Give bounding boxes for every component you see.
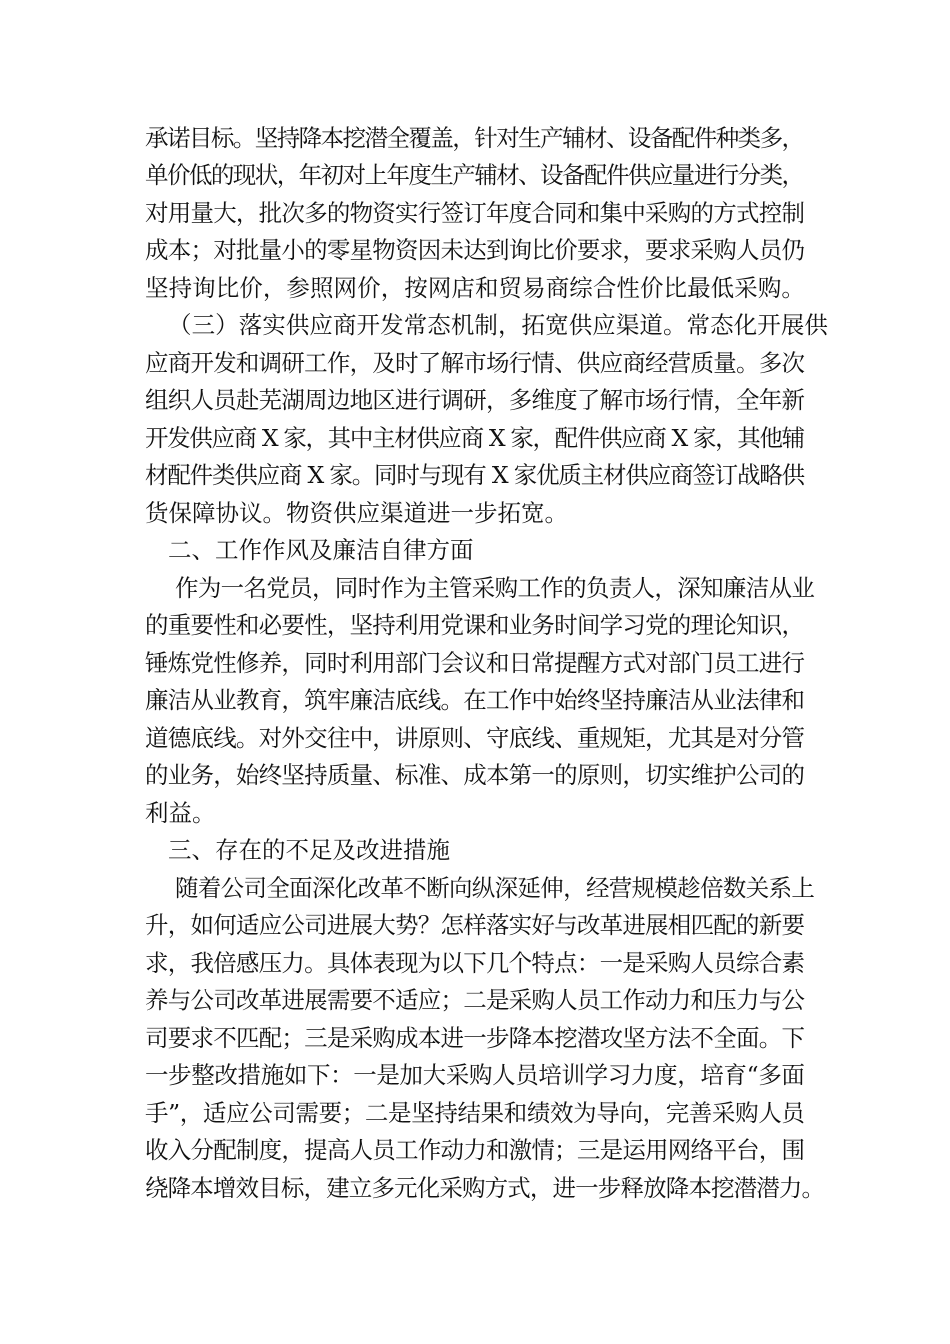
text-line: 道德底线。对外交往中，讲原则、守底线、重规矩，尤其是对分管 bbox=[145, 724, 805, 752]
text-line: 收入分配制度，提高人员工作动力和激情；三是运用网络平台，围 bbox=[145, 1136, 805, 1164]
text-line: 司要求不匹配；三是采购成本进一步降本挖潜攻坚方法不全面。下 bbox=[145, 1024, 805, 1052]
text-line: 手”，适应公司需要；二是坚持结果和绩效为导向，完善采购人员 bbox=[145, 1099, 805, 1127]
text-line: 升，如何适应公司进展大势？怎样落实好与改革进展相匹配的新要 bbox=[145, 911, 805, 939]
text-line: 开发供应商 X 家，其中主材供应商 X 家，配件供应商 X 家，其他辅 bbox=[145, 424, 804, 452]
text-line: 一步整改措施如下：一是加大采购人员培训学习力度，培育“多面 bbox=[145, 1061, 805, 1089]
text-line: 单价低的现状，年初对上年度生产辅材、设备配件供应量进行分类， bbox=[145, 161, 804, 189]
text-line: 求，我倍感压力。具体表现为以下几个特点：一是采购人员综合素 bbox=[145, 949, 805, 977]
text-line: 绕降本增效目标，建立多元化采购方式，进一步释放降本挖潜潜力。 bbox=[145, 1174, 825, 1202]
text-line: 的重要性和必要性，坚持利用党课和业务时间学习党的理论知识， bbox=[145, 611, 805, 639]
text-line: 成本；对批量小的零星物资因未达到询比价要求，要求采购人员仍 bbox=[145, 236, 805, 264]
text-line: 货保障协议。物资供应渠道进一步拓宽。 bbox=[145, 499, 568, 527]
text-line: 坚持询比价，参照网价，按网店和贸易商综合性价比最低采购。 bbox=[145, 274, 805, 302]
section-heading: 二、工作作风及廉洁自律方面 bbox=[168, 536, 474, 564]
text-line: 材配件类供应商 X 家。同时与现有 X 家优质主材供应商签订战略供 bbox=[145, 461, 804, 489]
text-line: 锤炼党性修养，同时利用部门会议和日常提醒方式对部门员工进行 bbox=[145, 649, 805, 677]
text-line: 作为一名党员，同时作为主管采购工作的负责人，深知廉洁从业 bbox=[175, 574, 815, 602]
text-line: 应商开发和调研工作，及时了解市场行情、供应商经营质量。多次 bbox=[145, 349, 805, 377]
text-line: 承诺目标。坚持降本挖潜全覆盖，针对生产辅材、设备配件种类多， bbox=[145, 124, 804, 152]
text-line: 的业务，始终坚持质量、标准、成本第一的原则，切实维护公司的 bbox=[145, 761, 805, 789]
text-line: 组织人员赴芜湖周边地区进行调研，多维度了解市场行情，全年新 bbox=[145, 386, 805, 414]
section-heading: （三）落实供应商开发常态机制，拓宽供应渠道。常态化开展供 bbox=[168, 311, 828, 339]
text-line: 对用量大，批次多的物资实行签订年度合同和集中采购的方式控制 bbox=[145, 199, 805, 227]
text-line: 利益。 bbox=[145, 799, 216, 827]
section-heading: 三、存在的不足及改进措施 bbox=[168, 836, 450, 864]
text-line: 养与公司改革进展需要不适应；二是采购人员工作动力和压力与公 bbox=[145, 986, 805, 1014]
text-line: 随着公司全面深化改革不断向纵深延伸，经营规模趁倍数关系上 bbox=[175, 874, 815, 902]
text-line: 廉洁从业教育，筑牢廉洁底线。在工作中始终坚持廉洁从业法律和 bbox=[145, 686, 805, 714]
